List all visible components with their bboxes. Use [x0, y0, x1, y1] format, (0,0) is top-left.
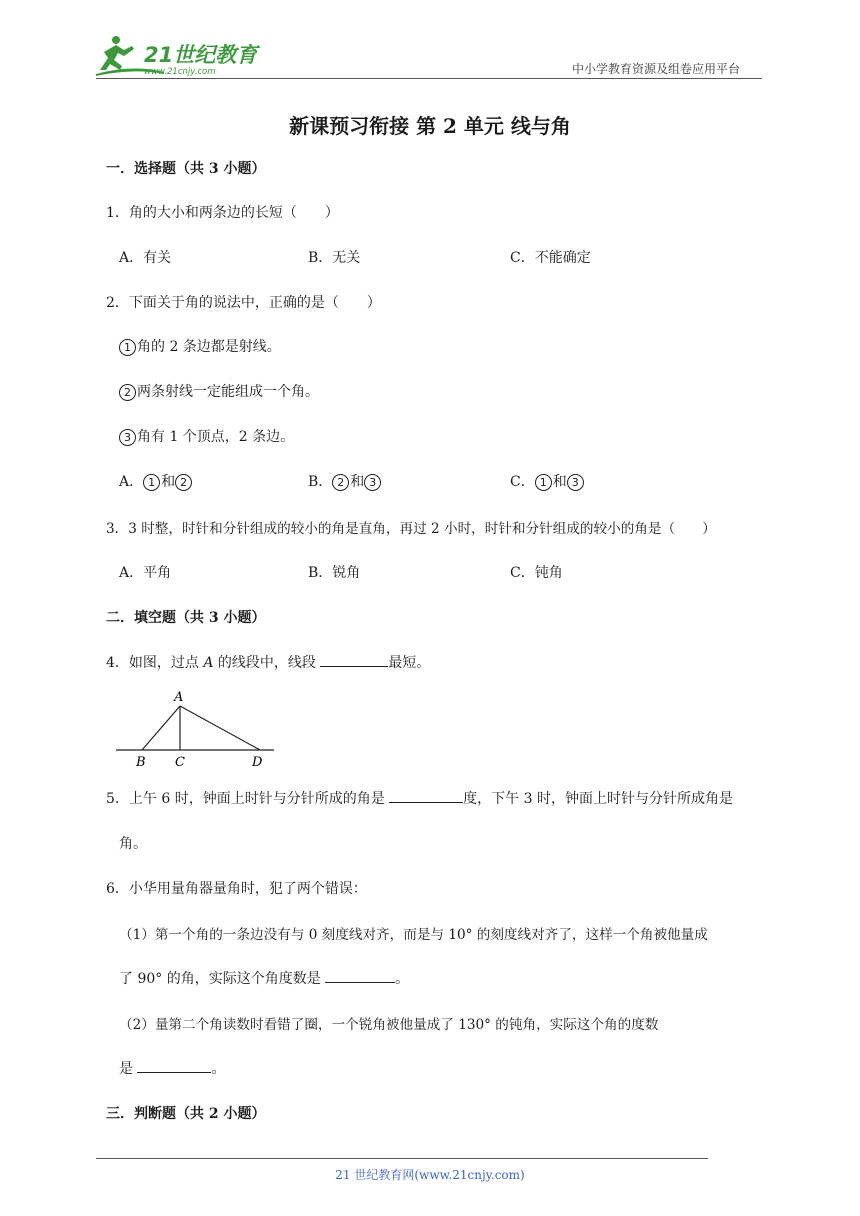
- q2-statement-2: [119, 381, 319, 401]
- q6-part-1: （1）第一个角的一条边没有与 0 刻度线对齐，而是与 10° 的刻度线对齐了，这样一个角被他量成: [119, 927, 708, 943]
- circled-number: 1: [143, 474, 160, 491]
- question-6: 6．小华用量角器量角时，犯了两个错误：: [106, 881, 367, 897]
- q4-text-pre: 4．如图，过点: [106, 655, 204, 671]
- segment-ab: [142, 706, 180, 750]
- q2-option-c-label: C．: [510, 474, 535, 490]
- platform-tagline: 中小学教育资源及组卷应用平台: [572, 62, 741, 76]
- answer-blank[interactable]: [389, 788, 463, 803]
- q2-option-a-label: A．: [119, 474, 144, 490]
- q2-statement-1: [119, 336, 281, 356]
- circled-number-2: 2: [119, 384, 136, 401]
- conjunction: 和: [552, 474, 567, 490]
- point-b-label: B: [136, 755, 146, 770]
- footer-link[interactable]: 21 世纪教育网(www.21cnjy.com): [335, 1168, 525, 1182]
- q6-part-1-text: 了 90° 的角，实际这个角度数是: [119, 971, 326, 987]
- circled-number: 2: [332, 474, 349, 491]
- q6-part-2-cont: [119, 1058, 225, 1078]
- conjunction: 和: [161, 474, 176, 490]
- q3-option-c: C．钝角: [510, 565, 563, 581]
- logo-text: 21世纪教育: [144, 43, 258, 67]
- logo-url: www.21cnjy.com: [144, 67, 216, 77]
- q6-part-1-end: 。: [395, 971, 410, 987]
- segment-ad: [180, 706, 260, 750]
- question-4: [106, 652, 430, 672]
- circled-number: 1: [535, 474, 552, 491]
- circled-number: 3: [567, 474, 584, 491]
- q2-option-a: [119, 471, 193, 491]
- q4-text-mid: 的线段中，线段: [213, 655, 321, 671]
- circled-number: 2: [175, 474, 192, 491]
- q2-option-c: [510, 471, 585, 491]
- answer-blank[interactable]: [320, 652, 388, 667]
- q2-option-b-label: B．: [308, 474, 333, 490]
- question-3: 3．3 时整，时针和分针组成的较小的角是直角，再过 2 小时，时针和分针组成的较小的角是（ ）: [106, 521, 716, 537]
- conjunction: 和: [350, 474, 365, 490]
- q5-text-mid: 度，下午 3 时，钟面上时针与分针所成角是: [463, 791, 733, 807]
- header-divider: [96, 78, 762, 79]
- answer-blank[interactable]: [325, 968, 395, 983]
- q1-option-b: B．无关: [308, 250, 361, 266]
- point-c-label: C: [175, 755, 185, 770]
- q5-continuation: 角。: [119, 836, 147, 852]
- question-1: 1．角的大小和两条边的长短（ ）: [106, 205, 339, 221]
- q2-statement-1-text: 角的 2 条边都是射线。: [137, 339, 281, 355]
- circled-number-1: 1: [119, 339, 136, 356]
- question-2: 2．下面关于角的说法中，正确的是（ ）: [106, 295, 381, 311]
- q5-text-pre: 5．上午 6 时，钟面上时针与分针所成的角是: [106, 791, 390, 807]
- page-title: 新课预习衔接 第 2 单元 线与角: [289, 114, 571, 138]
- q1-option-c: C．不能确定: [510, 250, 591, 266]
- q2-option-b: [308, 471, 382, 491]
- question-5: [106, 788, 733, 808]
- line-segment-diagram: [114, 686, 278, 770]
- q6-part-1-cont: [119, 968, 409, 988]
- q1-option-a: A．有关: [119, 250, 172, 266]
- answer-blank[interactable]: [137, 1058, 211, 1073]
- section-heading-judge: 三．判断题（共 2 小题）: [106, 1106, 266, 1122]
- q4-text-post: 最短。: [388, 655, 431, 671]
- q2-statement-3-text: 角有 1 个顶点，2 条边。: [137, 429, 295, 445]
- q3-option-b: B．锐角: [308, 565, 361, 581]
- q3-option-a: A．平角: [119, 565, 172, 581]
- section-heading-fill: 二．填空题（共 3 小题）: [106, 610, 266, 626]
- circled-number: 3: [364, 474, 381, 491]
- site-logo: [94, 34, 262, 78]
- q4-point-label: A: [203, 655, 214, 671]
- q6-part-2-end: 。: [211, 1061, 226, 1077]
- q6-part-2: （2）量第二个角读数时看错了圈，一个锐角被他量成了 130° 的钝角，实际这个角的度数: [119, 1017, 659, 1033]
- q2-statement-3: [119, 426, 294, 446]
- q6-part-2-text: 是: [119, 1061, 138, 1077]
- footer-divider: [96, 1158, 708, 1159]
- section-heading-choice: 一．选择题（共 3 小题）: [106, 161, 266, 177]
- q2-statement-2-text: 两条射线一定能组成一个角。: [137, 384, 319, 400]
- point-d-label: D: [252, 755, 263, 770]
- point-a-label: A: [174, 690, 184, 705]
- circled-number-3: 3: [119, 429, 136, 446]
